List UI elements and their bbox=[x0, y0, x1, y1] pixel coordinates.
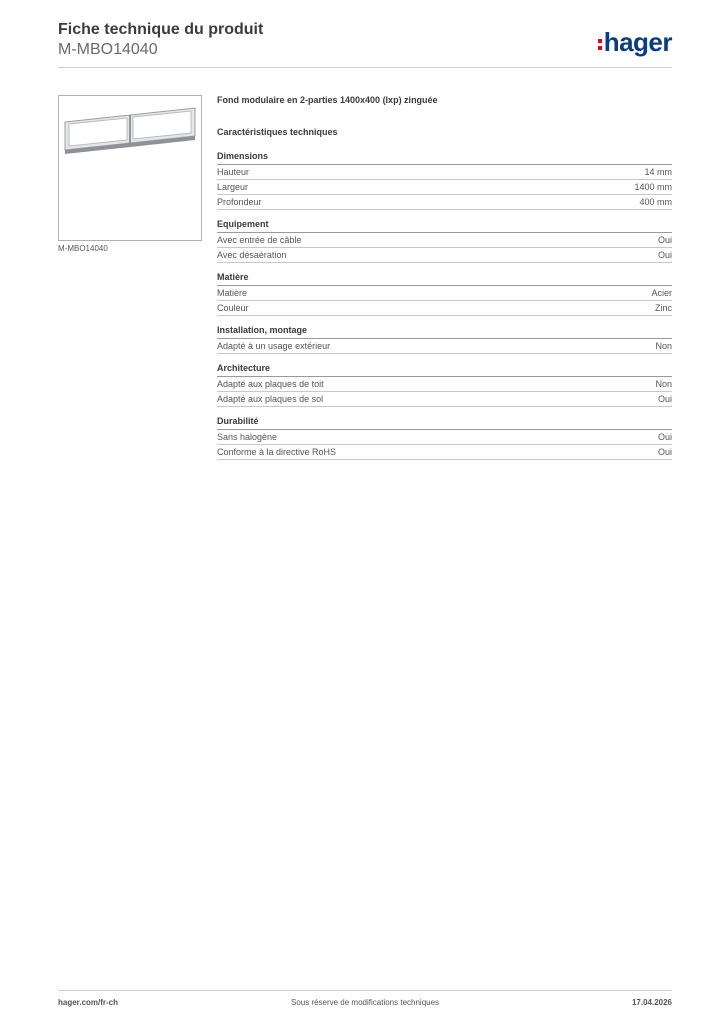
logo-text: hager bbox=[603, 27, 672, 57]
product-description: Fond modulaire en 2-parties 1400x400 (lxp) zinguée bbox=[217, 95, 438, 105]
characteristic-label: Largeur bbox=[217, 182, 249, 192]
group-title: Durabilité bbox=[217, 416, 672, 430]
characteristic-row bbox=[217, 286, 672, 301]
characteristic-value: Zinc bbox=[654, 303, 672, 313]
characteristic-row bbox=[217, 377, 672, 392]
characteristic-row bbox=[217, 301, 672, 316]
characteristic-value: 14 mm bbox=[644, 167, 672, 177]
footer-date: 17.04.2026 bbox=[631, 998, 672, 1007]
characteristic-row bbox=[217, 165, 672, 180]
characteristic-value: Non bbox=[655, 341, 672, 351]
characteristic-row bbox=[217, 233, 672, 248]
characteristic-label: Adapté à un usage extérieur bbox=[217, 341, 331, 351]
characteristic-label: Avec désaération bbox=[217, 250, 287, 260]
characteristics-group bbox=[217, 416, 672, 460]
group-title: Dimensions bbox=[217, 151, 672, 165]
footer-disclaimer: Sous réserve de modifications techniques bbox=[290, 998, 440, 1007]
header-divider bbox=[58, 67, 672, 68]
characteristic-value: 400 mm bbox=[639, 197, 672, 207]
characteristic-label: Matière bbox=[217, 288, 248, 298]
product-image bbox=[58, 95, 202, 241]
characteristic-label: Adapté aux plaques de toit bbox=[217, 379, 324, 389]
characteristic-value: Oui bbox=[657, 394, 672, 404]
logo-dots-icon bbox=[598, 36, 602, 53]
characteristic-value: 1400 mm bbox=[634, 182, 672, 192]
characteristic-row bbox=[217, 430, 672, 445]
characteristic-row bbox=[217, 195, 672, 210]
characteristics-group bbox=[217, 272, 672, 316]
characteristic-value: Acier bbox=[651, 288, 672, 298]
group-title: Matière bbox=[217, 272, 672, 286]
characteristic-row bbox=[217, 248, 672, 263]
characteristic-label: Adapté aux plaques de sol bbox=[217, 394, 324, 404]
document-header bbox=[58, 20, 263, 60]
group-title: Equipement bbox=[217, 219, 672, 233]
characteristics-group bbox=[217, 219, 672, 263]
product-details bbox=[217, 95, 672, 469]
characteristics-group bbox=[217, 363, 672, 407]
characteristic-value: Oui bbox=[657, 250, 672, 260]
characteristics-group bbox=[217, 151, 672, 210]
technical-characteristics-heading: Caractéristiques techniques bbox=[217, 127, 338, 137]
characteristic-label: Avec entrée de câble bbox=[217, 235, 302, 245]
group-title: Architecture bbox=[217, 363, 672, 377]
characteristic-label: Profondeur bbox=[217, 197, 262, 207]
characteristic-value: Oui bbox=[657, 447, 672, 457]
product-reference: M-MBO14040 bbox=[58, 41, 158, 58]
characteristic-row bbox=[217, 392, 672, 407]
modular-base-plate-icon bbox=[59, 96, 201, 240]
characteristic-value: Oui bbox=[657, 432, 672, 442]
characteristics-groups bbox=[217, 151, 672, 460]
characteristics-group bbox=[217, 325, 672, 354]
characteristic-label: Hauteur bbox=[217, 167, 250, 177]
characteristic-row bbox=[217, 180, 672, 195]
footer-divider bbox=[58, 990, 672, 991]
characteristic-label: Sans halogène bbox=[217, 432, 278, 442]
hager-logo bbox=[598, 28, 672, 56]
characteristic-value: Oui bbox=[657, 235, 672, 245]
characteristic-row bbox=[217, 339, 672, 354]
characteristic-value: Non bbox=[655, 379, 672, 389]
group-title: Installation, montage bbox=[217, 325, 672, 339]
characteristic-label: Couleur bbox=[217, 303, 249, 313]
footer-website-link[interactable]: hager.com/fr-ch bbox=[58, 998, 119, 1007]
characteristic-label: Conforme à la directive RoHS bbox=[217, 447, 337, 457]
page-title: Fiche technique du produit bbox=[58, 21, 264, 38]
image-caption: M-MBO14040 bbox=[58, 244, 108, 253]
characteristic-row bbox=[217, 445, 672, 460]
